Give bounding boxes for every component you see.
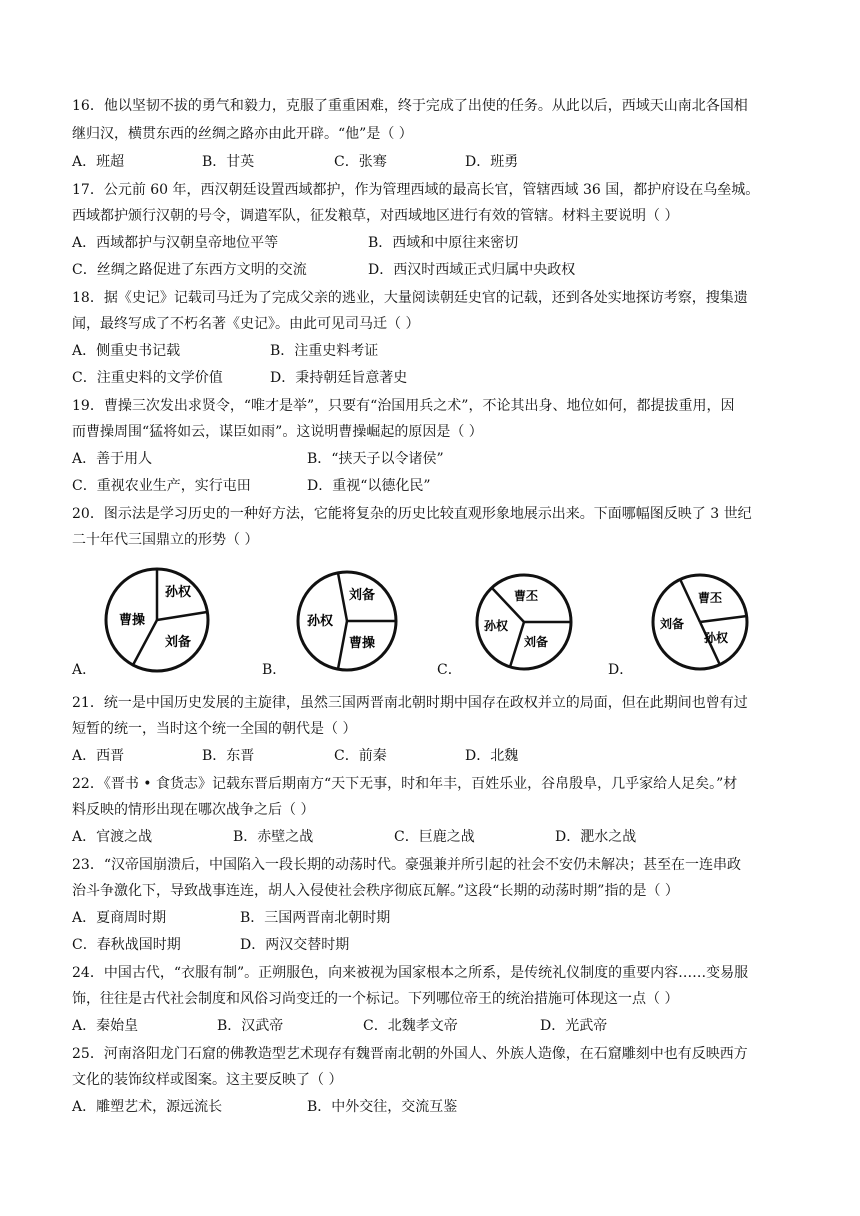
question-25-line-2: 文化的装饰纹样或图案。这主要反映了（ ） <box>72 1072 343 1088</box>
q16-option-d: D．班勇 <box>465 154 519 170</box>
q24-option-b: B．汉武帝 <box>217 1018 284 1034</box>
q24-option-d: D．光武帝 <box>540 1018 608 1034</box>
question-22-line-1: 22．《晋书 • 食货志》记载东晋后期南方“天下无事，时和年丰，百姓乐业，谷帛殷阜，几乎家给人足矣。”材 <box>72 776 738 792</box>
q20-option-c-letter: C． <box>437 662 462 678</box>
q16-option-b: B．甘英 <box>202 154 255 170</box>
q25-option-a: A．雕塑艺术，源远流长 <box>72 1099 223 1115</box>
pie-c-right-label: 刘备 <box>524 635 549 649</box>
pie-d-graphic <box>650 572 750 672</box>
q22-option-b: B．赤壁之战 <box>233 829 314 845</box>
pie-d-left-label: 刘备 <box>660 617 685 631</box>
q25-option-b: B．中外交往，交流互鉴 <box>307 1099 458 1115</box>
pie-d-right-label: 孙权 <box>704 631 729 645</box>
question-25-line-1: 25．河南洛阳龙门石窟的佛教造型艺术现存有魏晋南北朝的外国人、外族人造像，在石窟雕刻中也有反映西方 <box>72 1046 748 1062</box>
q20-pie-d <box>650 572 750 676</box>
question-23-line-2: 治斗争激化下，导致战事连连，胡人入侵使社会秩序彻底瓦解。”这段“长期的动荡时期”指的是（ ） <box>72 883 679 899</box>
q16-option-a: A．班超 <box>72 154 125 170</box>
q21-option-b: B．东晋 <box>202 748 255 764</box>
question-22-line-2: 料反映的情形出现在哪次战争之后（ ） <box>72 802 315 818</box>
q21-option-a: A．西晋 <box>72 748 125 764</box>
q22-option-a: A．官渡之战 <box>72 829 153 845</box>
q19-option-b: B．“挟天子以令诸侯” <box>307 451 444 467</box>
pie-b-graphic <box>295 569 399 673</box>
q19-option-d: D．重视“以德化民” <box>307 478 431 494</box>
q23-option-d: D．两汉交替时期 <box>240 937 350 953</box>
question-24-line-2: 饰，往往是古代社会制度和风俗习尚变迁的一个标记。下列哪位帝王的统治措施可体现这一点（ ） <box>72 991 679 1007</box>
q18-option-d: D．秉持朝廷旨意著史 <box>270 370 408 386</box>
q22-option-d: D．淝水之战 <box>555 829 637 845</box>
question-16-line-1: 16．他以坚韧不拔的勇气和毅力，克服了重重困难，终于完成了出使的任务。从此以后，西域天山南北各国相 <box>72 98 748 114</box>
pie-b-top-label: 刘备 <box>349 588 376 603</box>
question-19-line-1: 19．曹操三次发出求贤令，“唯才是举”，只要有“治国用兵之术”，不论其出身、地位如何，都提拔重用，因 <box>72 398 735 414</box>
q18-option-c: C．注重史料的文学价值 <box>72 370 223 386</box>
q20-option-a-letter: A． <box>72 662 97 678</box>
question-21-line-2: 短暂的统一，当时这个统一全国的朝代是（ ） <box>72 721 357 737</box>
q20-pie-a <box>103 566 211 678</box>
q18-option-a: A．侧重史书记载 <box>72 343 181 359</box>
question-20-line-2: 二十年代三国鼎立的形势（ ） <box>72 532 259 548</box>
q19-option-c: C．重视农业生产，实行屯田 <box>72 478 251 494</box>
q20-pie-b <box>295 569 399 677</box>
pie-c-graphic <box>474 572 574 672</box>
pie-b-right-label: 曹操 <box>349 636 376 651</box>
question-19-line-2: 而曹操周围“猛将如云，谋臣如雨”。这说明曹操崛起的原因是（ ） <box>72 424 483 440</box>
pie-a-right-label: 刘备 <box>165 635 192 650</box>
question-18-line-1: 18．据《史记》记载司马迁为了完成父亲的逃业，大量阅读朝廷史官的记载，还到各处实地探访考察，搜集遗 <box>72 290 748 306</box>
question-17-line-1: 17．公元前 60 年，西汉朝廷设置西域都护，作为管理西域的最高长官，管辖西域 36 国，都护府设在乌垒城。 <box>72 182 760 198</box>
q24-option-a: A．秦始皇 <box>72 1018 139 1034</box>
pie-a-graphic <box>103 566 211 674</box>
question-24-line-1: 24．中国古代，“衣服有制”。正朔服色，向来被视为国家根本之所系，是传统礼仪制度的重要内容……变易服 <box>72 965 749 981</box>
pie-b-left-label: 孙权 <box>307 614 334 629</box>
q20-option-b-letter: B． <box>262 662 287 678</box>
q17-option-b: B．西域和中原往来密切 <box>368 235 519 251</box>
pie-a-top-label: 孙权 <box>165 585 192 600</box>
q17-option-c: C．丝绸之路促进了东西方文明的交流 <box>72 262 307 278</box>
question-17-line-2: 西域都护颁行汉朝的号令，调遣军队，征发粮草，对西域地区进行有效的管辖。材料主要说明（ ） <box>72 208 679 224</box>
q17-option-a: A．西域都护与汉朝皇帝地位平等 <box>72 235 279 251</box>
q21-option-c: C．前秦 <box>334 748 387 764</box>
question-21-line-1: 21．统一是中国历史发展的主旋律，虽然三国两晋南北朝时期中国存在政权并立的局面，但在此期间也曾有过 <box>72 695 748 711</box>
q20-pie-c <box>474 572 574 676</box>
pie-c-top-label: 曹丕 <box>514 589 539 603</box>
pie-c-left-label: 孙权 <box>484 619 509 633</box>
q23-option-c: C．春秋战国时期 <box>72 937 181 953</box>
q16-option-c: C．张骞 <box>334 154 387 170</box>
question-16-line-2: 继归汉，横贯东西的丝绸之路亦由此开辟。“他”是（ ） <box>72 126 413 142</box>
q21-option-d: D．北魏 <box>465 748 519 764</box>
q22-option-c: C．巨鹿之战 <box>394 829 475 845</box>
question-18-line-2: 闻，最终写成了不朽名著《史记》。由此可见司马迁（ ） <box>72 316 420 332</box>
q18-option-b: B．注重史料考证 <box>270 343 379 359</box>
pie-d-top-label: 曹丕 <box>698 591 723 605</box>
q23-option-b: B．三国两晋南北朝时期 <box>240 910 391 926</box>
q20-option-d-letter: D． <box>608 662 634 678</box>
q24-option-c: C．北魏孝文帝 <box>363 1018 458 1034</box>
q17-option-d: D．西汉时西域正式归属中央政权 <box>368 262 576 278</box>
q19-option-a: A．善于用人 <box>72 451 153 467</box>
q23-option-a: A．夏商周时期 <box>72 910 167 926</box>
pie-a-left-label: 曹操 <box>119 613 146 628</box>
question-20-line-1: 20．图示法是学习历史的一种好方法，它能将复杂的历史比较直观形象地展示出来。下面哪幅图反映了 3 世纪 <box>72 506 752 522</box>
question-23-line-1: 23．“汉帝国崩溃后，中国陷入一段长期的动荡时代。豪强兼并所引起的社会不安仍未解决；甚至在一连串政 <box>72 857 741 873</box>
